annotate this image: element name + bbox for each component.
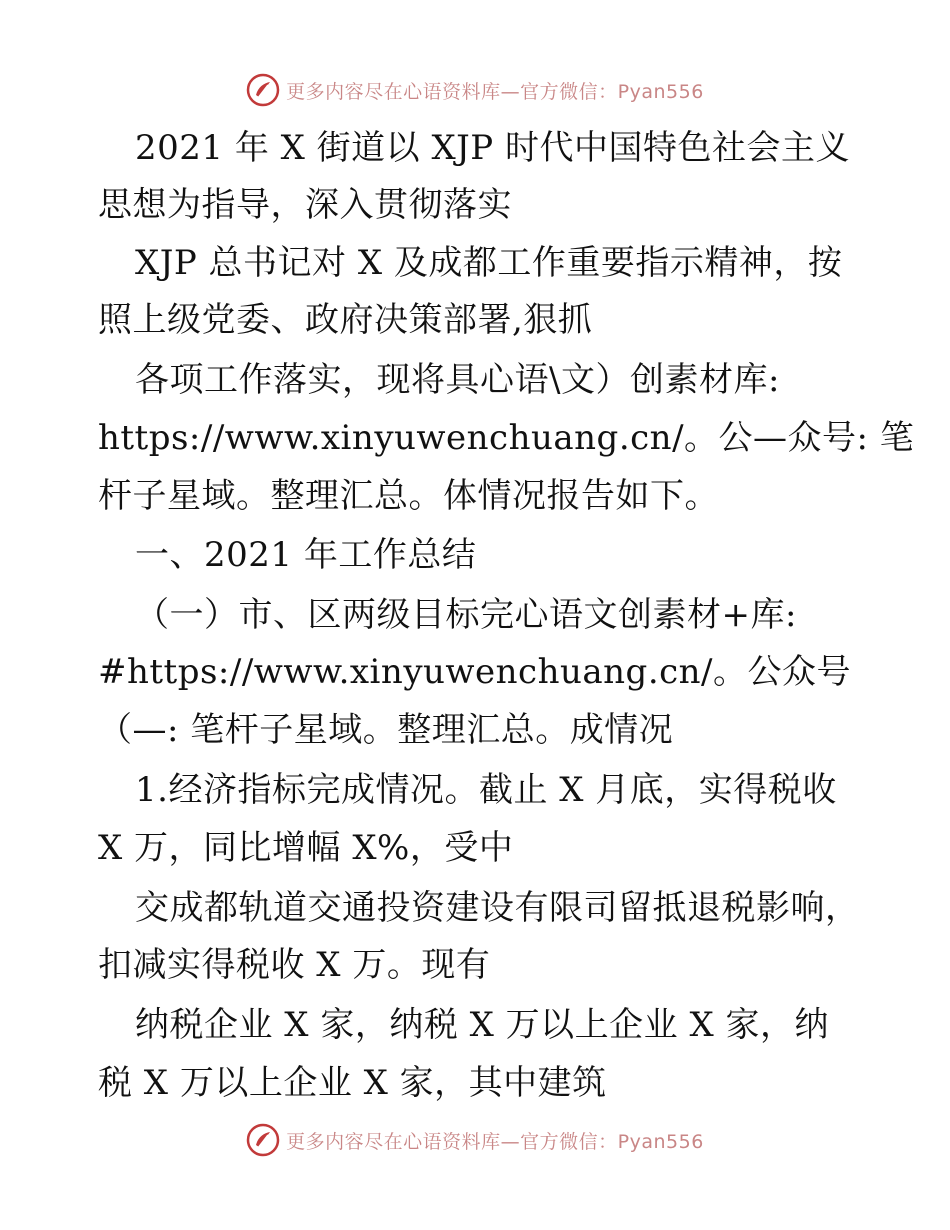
- text-line: 税 X 万以上企业 X 家，其中建筑: [98, 1063, 607, 1103]
- text-line: X 万，同比增幅 X%，受中: [98, 828, 514, 868]
- banner-wechat-id: Pyan556: [617, 1130, 704, 1153]
- text-line: 纳税企业 X 家，纳税 X 万以上企业 X 家，纳: [135, 1005, 829, 1045]
- text-line: （—: 笔杆子星域。整理汇总。成情况: [98, 710, 674, 750]
- text-line: 交成都轨道交通投资建设有限司留抵退税影响，: [135, 888, 860, 928]
- text-line: 2021 年 X 街道以 XJP 时代中国特色社会主义: [135, 128, 850, 168]
- text-line: （一）市、区两级目标完心语文创素材+库:: [135, 595, 797, 635]
- text-line: 各项工作落实，现将具心语\文）创素材库:: [135, 360, 780, 400]
- brand-logo-icon: [246, 73, 280, 107]
- header-banner: [0, 70, 950, 110]
- text-line: XJP 总书记对 X 及成都工作重要指示精神，按: [135, 243, 843, 283]
- brand-logo-icon: [246, 1123, 280, 1157]
- banner-text: 更多内容尽在心语资料库—官方微信：Pyan556: [286, 1130, 704, 1153]
- footer-banner: [0, 1120, 950, 1160]
- text-line: 扣减实得税收 X 万。现有: [98, 945, 491, 985]
- text-line: 思想为指导，深入贯彻落实: [98, 185, 512, 225]
- text-line: 杆子星域。整理汇总。体情况报告如下。: [98, 476, 719, 516]
- text-line: 照上级党委、政府决策部署,狠抓: [98, 300, 593, 340]
- banner-text: 更多内容尽在心语资料库—官方微信：Pyan556: [286, 80, 704, 103]
- section-heading: 一、2021 年工作总结: [135, 535, 477, 575]
- text-line: https://www.xinyuwenchuang.cn/。公—众号: 笔: [98, 418, 915, 458]
- text-line: #https://www.xinyuwenchuang.cn/。公众号: [98, 652, 852, 692]
- text-line: 1.经济指标完成情况。截止 X 月底，实得税收: [135, 770, 837, 810]
- banner-wechat-id: Pyan556: [617, 80, 704, 103]
